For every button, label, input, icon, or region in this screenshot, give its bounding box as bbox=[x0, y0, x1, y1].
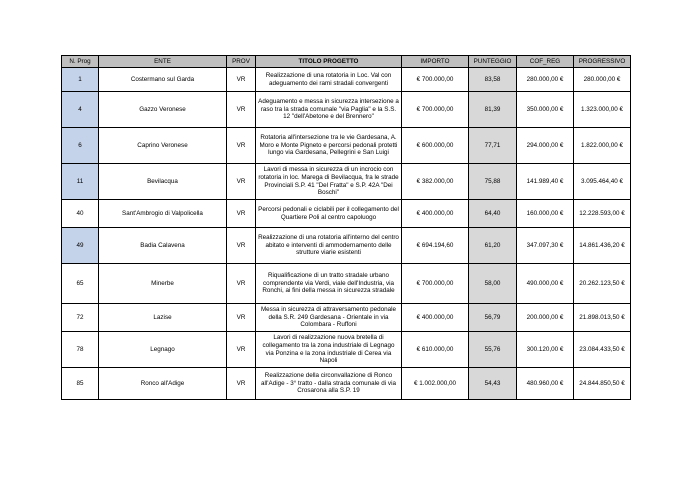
table-row bbox=[62, 200, 631, 228]
cell-cof-reg: 141.989,40 € bbox=[517, 164, 574, 200]
cell-ente: Costermano sul Garda bbox=[99, 68, 227, 92]
cell-cof-reg: 294.000,00 € bbox=[517, 128, 574, 164]
projects-table bbox=[61, 55, 631, 400]
table-row bbox=[62, 304, 631, 332]
header-cof-reg: COF_REG bbox=[517, 56, 574, 68]
cell-titolo: Realizzazione di una rotatoria in Loc. Val con adeguamento dei rami stradali convergenti bbox=[256, 68, 402, 92]
cell-importo: € 400.000,00 bbox=[402, 200, 469, 228]
cell-importo: € 600.000,00 bbox=[402, 128, 469, 164]
cell-n-prog: 40 bbox=[62, 200, 99, 228]
cell-titolo: Realizzazione della circonvallazione di Ronco all'Adige - 3° tratto - dalla strada comunale di via Crosarona alla S.P. 19 bbox=[256, 368, 402, 400]
cell-punteggio: 55,76 bbox=[469, 332, 517, 368]
header-row bbox=[62, 56, 631, 68]
header-n-prog: N. Prog bbox=[62, 56, 99, 68]
cell-cof-reg: 160.000,00 € bbox=[517, 200, 574, 228]
table-row bbox=[62, 368, 631, 400]
cell-n-prog: 6 bbox=[62, 128, 99, 164]
cell-n-prog: 1 bbox=[62, 68, 99, 92]
cell-ente: Sant'Ambrogio di Valpolicella bbox=[99, 200, 227, 228]
cell-prov: VR bbox=[227, 264, 256, 304]
cell-cof-reg: 200.000,00 € bbox=[517, 304, 574, 332]
cell-n-prog: 65 bbox=[62, 264, 99, 304]
cell-cof-reg: 280.000,00 € bbox=[517, 68, 574, 92]
cell-titolo: Riqualificazione di un tratto stradale urbano comprendente via Verdi, viale dell'Industria, via Ronchi, ai fini della messa in sicurezza stradale bbox=[256, 264, 402, 304]
cell-titolo: Adeguamento e messa in sicurezza intersezione a raso tra la strada comunale "via Paglia" e la S.S. 12 "dell'Abetone e del Brennero" bbox=[256, 92, 402, 128]
cell-importo: € 382.000,00 bbox=[402, 164, 469, 200]
cell-prov: VR bbox=[227, 164, 256, 200]
cell-prov: VR bbox=[227, 332, 256, 368]
table-row bbox=[62, 332, 631, 368]
cell-progressivo: 1.323.000,00 € bbox=[574, 92, 631, 128]
cell-punteggio: 83,58 bbox=[469, 68, 517, 92]
table-row bbox=[62, 164, 631, 200]
cell-prov: VR bbox=[227, 304, 256, 332]
cell-titolo: Messa in sicurezza di attraversamento pedonale della S.R. 249 Gardesana - Orientale in via Colombara - Ruffoni bbox=[256, 304, 402, 332]
table-row bbox=[62, 92, 631, 128]
cell-importo: € 700.000,00 bbox=[402, 68, 469, 92]
cell-n-prog: 11 bbox=[62, 164, 99, 200]
cell-progressivo: 21.898.013,50 € bbox=[574, 304, 631, 332]
cell-ente: Caprino Veronese bbox=[99, 128, 227, 164]
cell-progressivo: 12.228.593,00 € bbox=[574, 200, 631, 228]
cell-n-prog: 4 bbox=[62, 92, 99, 128]
cell-punteggio: 61,20 bbox=[469, 228, 517, 264]
cell-titolo: Lavori di realizzazione nuova bretella di collegamento tra la zona industriale di Legnago via Ponzina e la zona industriale di Cerea via Napoli bbox=[256, 332, 402, 368]
cell-progressivo: 14.861.436,20 € bbox=[574, 228, 631, 264]
table-row bbox=[62, 228, 631, 264]
cell-cof-reg: 490.000,00 € bbox=[517, 264, 574, 304]
header-punteggio: PUNTEGGIO bbox=[469, 56, 517, 68]
cell-progressivo: 23.084.433,50 € bbox=[574, 332, 631, 368]
cell-ente: Gazzo Veronese bbox=[99, 92, 227, 128]
cell-importo: € 694.194,60 bbox=[402, 228, 469, 264]
cell-importo: € 700.000,00 bbox=[402, 92, 469, 128]
cell-prov: VR bbox=[227, 128, 256, 164]
cell-prov: VR bbox=[227, 68, 256, 92]
cell-importo: € 610.000,00 bbox=[402, 332, 469, 368]
cell-importo: € 700.000,00 bbox=[402, 264, 469, 304]
cell-titolo: Percorsi pedonali e ciclabili per il collegamento del Quartiere Poli al centro capoluogo bbox=[256, 200, 402, 228]
cell-ente: Lazise bbox=[99, 304, 227, 332]
cell-progressivo: 1.822.000,00 € bbox=[574, 128, 631, 164]
cell-n-prog: 85 bbox=[62, 368, 99, 400]
cell-prov: VR bbox=[227, 200, 256, 228]
cell-n-prog: 49 bbox=[62, 228, 99, 264]
table-row bbox=[62, 68, 631, 92]
cell-importo: € 400.000,00 bbox=[402, 304, 469, 332]
cell-progressivo: 24.844.850,50 € bbox=[574, 368, 631, 400]
cell-n-prog: 78 bbox=[62, 332, 99, 368]
cell-ente: Ronco all'Adige bbox=[99, 368, 227, 400]
cell-cof-reg: 300.120,00 € bbox=[517, 332, 574, 368]
cell-cof-reg: 347.097,30 € bbox=[517, 228, 574, 264]
cell-ente: Bevilacqua bbox=[99, 164, 227, 200]
cell-prov: VR bbox=[227, 92, 256, 128]
cell-ente: Legnago bbox=[99, 332, 227, 368]
cell-punteggio: 56,79 bbox=[469, 304, 517, 332]
cell-progressivo: 3.095.464,40 € bbox=[574, 164, 631, 200]
cell-punteggio: 81,39 bbox=[469, 92, 517, 128]
cell-importo: € 1.002.000,00 bbox=[402, 368, 469, 400]
cell-prov: VR bbox=[227, 368, 256, 400]
cell-prov: VR bbox=[227, 228, 256, 264]
cell-punteggio: 58,00 bbox=[469, 264, 517, 304]
header-ente: ENTE bbox=[99, 56, 227, 68]
cell-progressivo: 280.000,00 € bbox=[574, 68, 631, 92]
cell-ente: Badia Calavena bbox=[99, 228, 227, 264]
table-row bbox=[62, 264, 631, 304]
cell-titolo: Realizzazione di una rotatoria all'interno del centro abitato e interventi di ammodernamento delle strutture viarie esistenti bbox=[256, 228, 402, 264]
cell-titolo: Lavori di messa in sicurezza di un incrocio con rotatoria in loc. Marega di Bevilacqua, fra le strade Provinciali S.P. 41 "Del Fratta" e S.P. 42A "Dei Boschi" bbox=[256, 164, 402, 200]
cell-punteggio: 77,71 bbox=[469, 128, 517, 164]
header-progressivo: PROGRESSIVO bbox=[574, 56, 631, 68]
header-importo: IMPORTO bbox=[402, 56, 469, 68]
cell-cof-reg: 350.000,00 € bbox=[517, 92, 574, 128]
header-titolo: TITOLO PROGETTO bbox=[256, 56, 402, 68]
cell-cof-reg: 480.960,00 € bbox=[517, 368, 574, 400]
cell-ente: Minerbe bbox=[99, 264, 227, 304]
cell-titolo: Rotatoria all'intersezione tra le vie Gardesana, A. Moro e Monte Pigneto e percorsi pedonali protetti lungo via Gardesana, Pellegrini e San Luigi bbox=[256, 128, 402, 164]
header-prov: PROV bbox=[227, 56, 256, 68]
cell-punteggio: 64,40 bbox=[469, 200, 517, 228]
table-row bbox=[62, 128, 631, 164]
cell-progressivo: 20.262.123,50 € bbox=[574, 264, 631, 304]
cell-punteggio: 75,88 bbox=[469, 164, 517, 200]
cell-n-prog: 72 bbox=[62, 304, 99, 332]
cell-punteggio: 54,43 bbox=[469, 368, 517, 400]
